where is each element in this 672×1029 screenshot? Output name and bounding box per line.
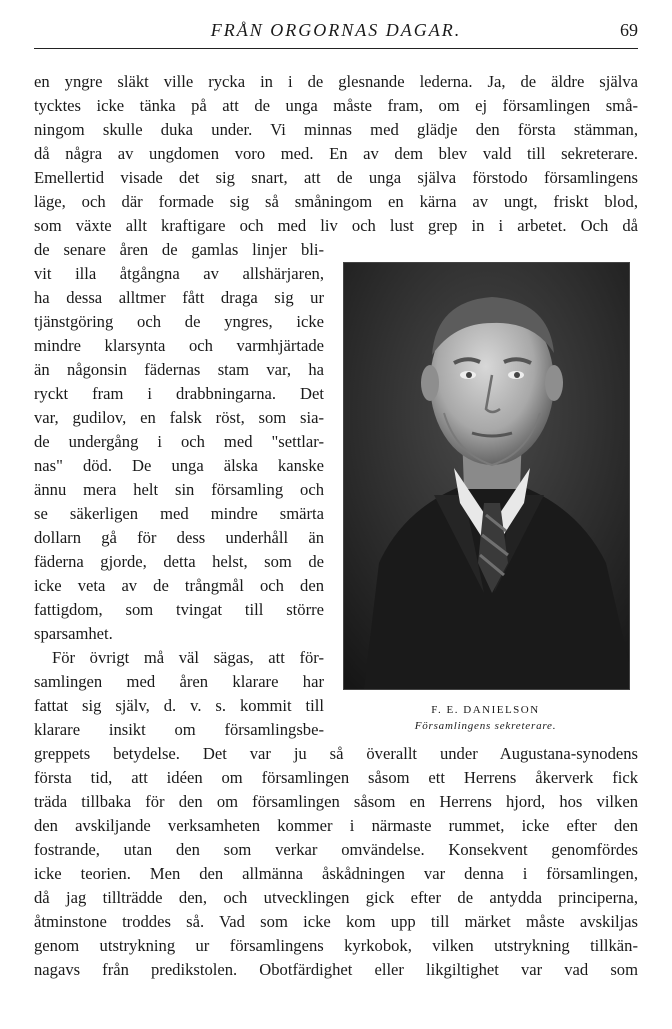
text-line: se säkerligen med mindre smärta (34, 504, 324, 523)
text-line: sparsamhet. (34, 624, 113, 643)
text-line: var, gudilov, en falsk röst, som sia- (34, 408, 324, 427)
text-line: För övrigt må väl sägas, att för- (52, 648, 324, 667)
page-number: 69 (620, 20, 638, 40)
text-line: träda tillbaka för den om församlingen såsom en Herrens hjord, hos vilken (34, 792, 638, 811)
text-line: fostrande, utan den som verkar omvändelse. Konsekvent genomfördes (34, 840, 638, 859)
text-line: nas" död. De unga älska kanske (34, 456, 324, 475)
photo-caption-role: Församlingens sekreterare. (414, 720, 557, 732)
text-line: den avskiljande verksamheten kommer i närmaste rummet, icke efter den (34, 816, 638, 835)
text-line: tycktes icke tänka på att de unga måste fram, om ej församlingen små- (34, 96, 638, 115)
text-line: vit illa åtgångna av allshärjaren, (34, 264, 324, 283)
text-line: fattigdom, som tvingat till större (34, 600, 324, 619)
text-line: nagavs från predikstolen. Obotfärdighet eller likgiltighet var vad som (34, 960, 638, 979)
text-line: ännu mera helt sin församling och (34, 480, 324, 499)
text-line: läge, och där formade sig så småningom en kärna av ungt, friskt blod, (34, 192, 638, 211)
photo-caption-name: F. E. DANIELSON (431, 704, 540, 716)
text-line: greppets betydelse. Det var ju så överallt under Augustana-synodens (34, 744, 638, 763)
text-line: de undergång i och med "settlar- (34, 432, 324, 451)
text-line: ningom skulle duka under. Vi minnas med glädje den första stämman, (34, 120, 638, 139)
text-line: då några av ungdomen voro med. En av dem blev vald till sekreterare. (34, 144, 638, 163)
page-header (34, 18, 638, 49)
text-line: en yngre släkt ville rycka in i de glesnande lederna. Ja, de äldre själva (34, 72, 638, 91)
text-line: än någonsin fädernas stam var, ha (34, 360, 324, 379)
portrait-illustration (344, 263, 629, 689)
text-line: dollarn gå för dess underhåll än (34, 528, 324, 547)
text-line: ryckt fram i drabbningarna. Det (34, 384, 324, 403)
text-line: då jag tillträdde den, och utvecklingen gick efter de antydda principerna, (34, 888, 638, 907)
text-line: icke teorien. Men den allmänna åskådningen var denna i församlingen, (34, 864, 638, 883)
text-line: genom utstrykning ur församlingens kyrkobok, vilken utstrykning tillkän- (34, 936, 638, 955)
text-line: fäderna gjorde, detta helst, som de (34, 552, 324, 571)
running-title: FRÅN ORGORNAS DAGAR. (210, 20, 462, 40)
text-line: ha dessa alltmer fått draga sig ur (34, 288, 324, 307)
text-line: fattat sig själv, d. v. s. kommit till (34, 696, 324, 715)
text-line: tjänstgöring och de yngres, icke (34, 312, 324, 331)
text-line: Emellertid visade det sig snart, att de unga själva förstodo församlingens (34, 168, 638, 187)
text-line: icke veta av de trångmål och den (34, 576, 324, 595)
text-line: samlingen med åren klarare har (34, 672, 324, 691)
text-line: som växte allt kraftigare och med liv och lust grep in i arbetet. Och då (34, 216, 638, 235)
text-line: åtminstone troddes så. Vad som icke kom upp till märket måste avskiljas (34, 912, 638, 931)
text-line: mindre klarsynta och varmhjärtade (34, 336, 324, 355)
text-line: de senare åren de gamlas linjer bli- (34, 240, 324, 259)
text-line: första tid, att idéen om församlingen såsom ett Herrens åkerverk fick (34, 768, 638, 787)
text-line: klarare insikt om församlingsbe- (34, 720, 324, 739)
portrait-photo (343, 262, 630, 690)
